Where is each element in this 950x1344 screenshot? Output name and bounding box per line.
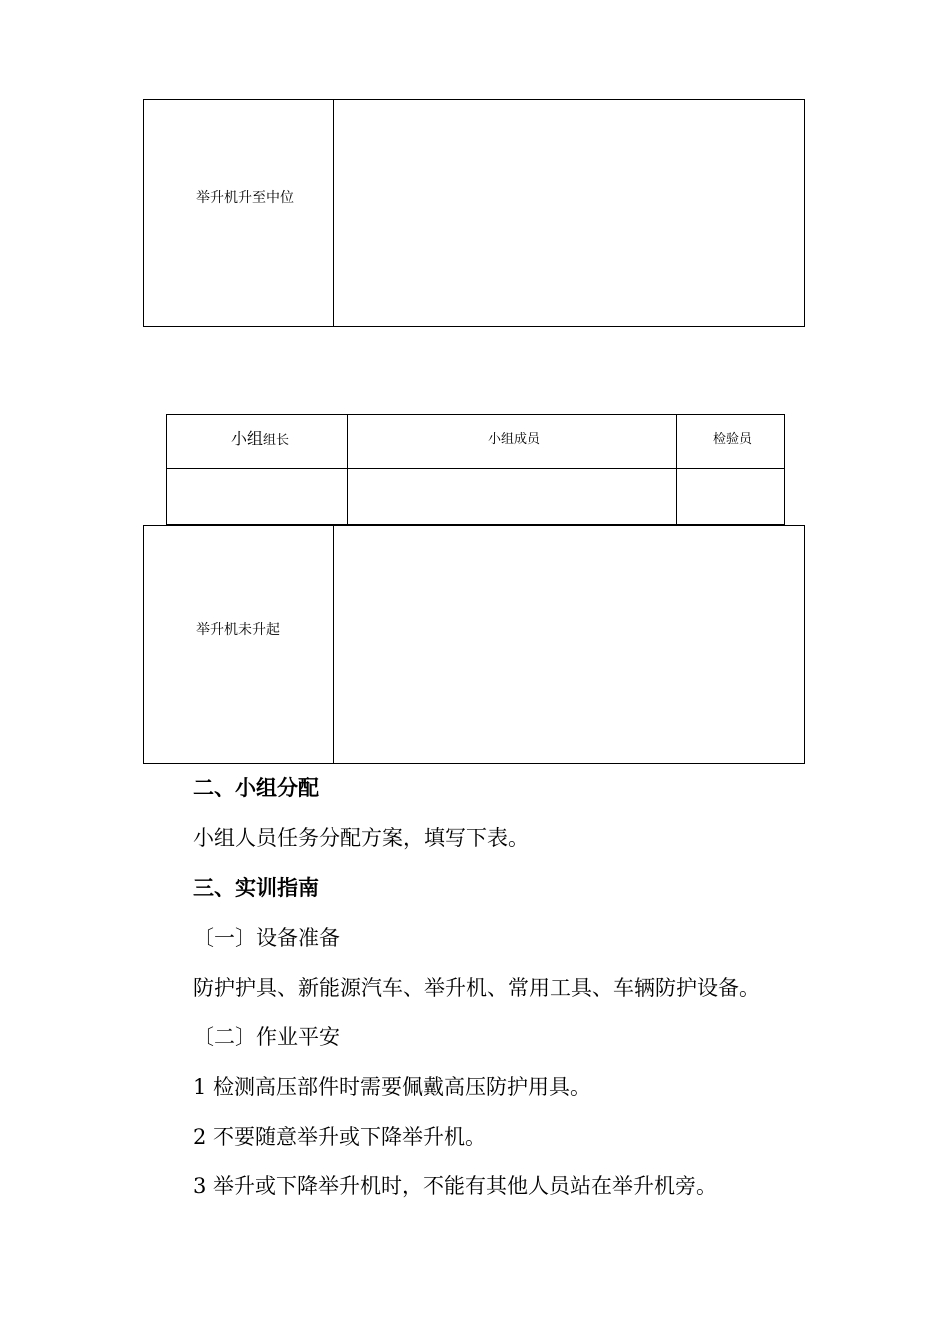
lift-down-label: 举升机未升起	[196, 622, 280, 638]
equipment-heading: 〔一〕设备准备	[193, 926, 340, 950]
inspector-cell[interactable]	[678, 470, 783, 523]
group-allocation-heading: 二、小组分配	[193, 776, 319, 800]
inspector-header: 检验员	[713, 432, 753, 447]
safety-heading: 〔二〕作业平安	[193, 1025, 340, 1049]
group-table-col-divider-1	[347, 414, 348, 525]
lift-mid-content-cell[interactable]	[335, 101, 803, 325]
group-table-row-divider	[166, 468, 785, 469]
lift-mid-label: 举升机升至中位	[196, 190, 294, 206]
group-members-cell[interactable]	[349, 470, 675, 523]
training-guide-heading: 三、实训指南	[193, 876, 319, 900]
group-leader-header	[231, 426, 289, 449]
lift-down-content-cell[interactable]	[335, 527, 803, 762]
group-table-col-divider-2	[676, 414, 677, 525]
lift-down-table-divider	[333, 525, 334, 764]
safety-item: 3 举升或下降举升机时，不能有其他人员站在举升机旁。	[193, 1174, 718, 1198]
equipment-text: 防护护具、新能源汽车、举升机、常用工具、车辆防护设备。	[193, 976, 760, 1000]
safety-item: 2 不要随意举升或下降举升机。	[193, 1125, 487, 1149]
group-leader-header-small: 组长	[263, 433, 290, 448]
lift-mid-table-divider	[333, 99, 334, 327]
group-leader-cell[interactable]	[168, 470, 346, 523]
group-members-header: 小组成员	[488, 432, 541, 447]
group-leader-header-big: 小组	[231, 429, 264, 448]
group-allocation-text: 小组人员任务分配方案，填写下表。	[193, 826, 529, 850]
safety-item: 1 检测高压部件时需要佩戴高压防护用具。	[193, 1075, 592, 1099]
